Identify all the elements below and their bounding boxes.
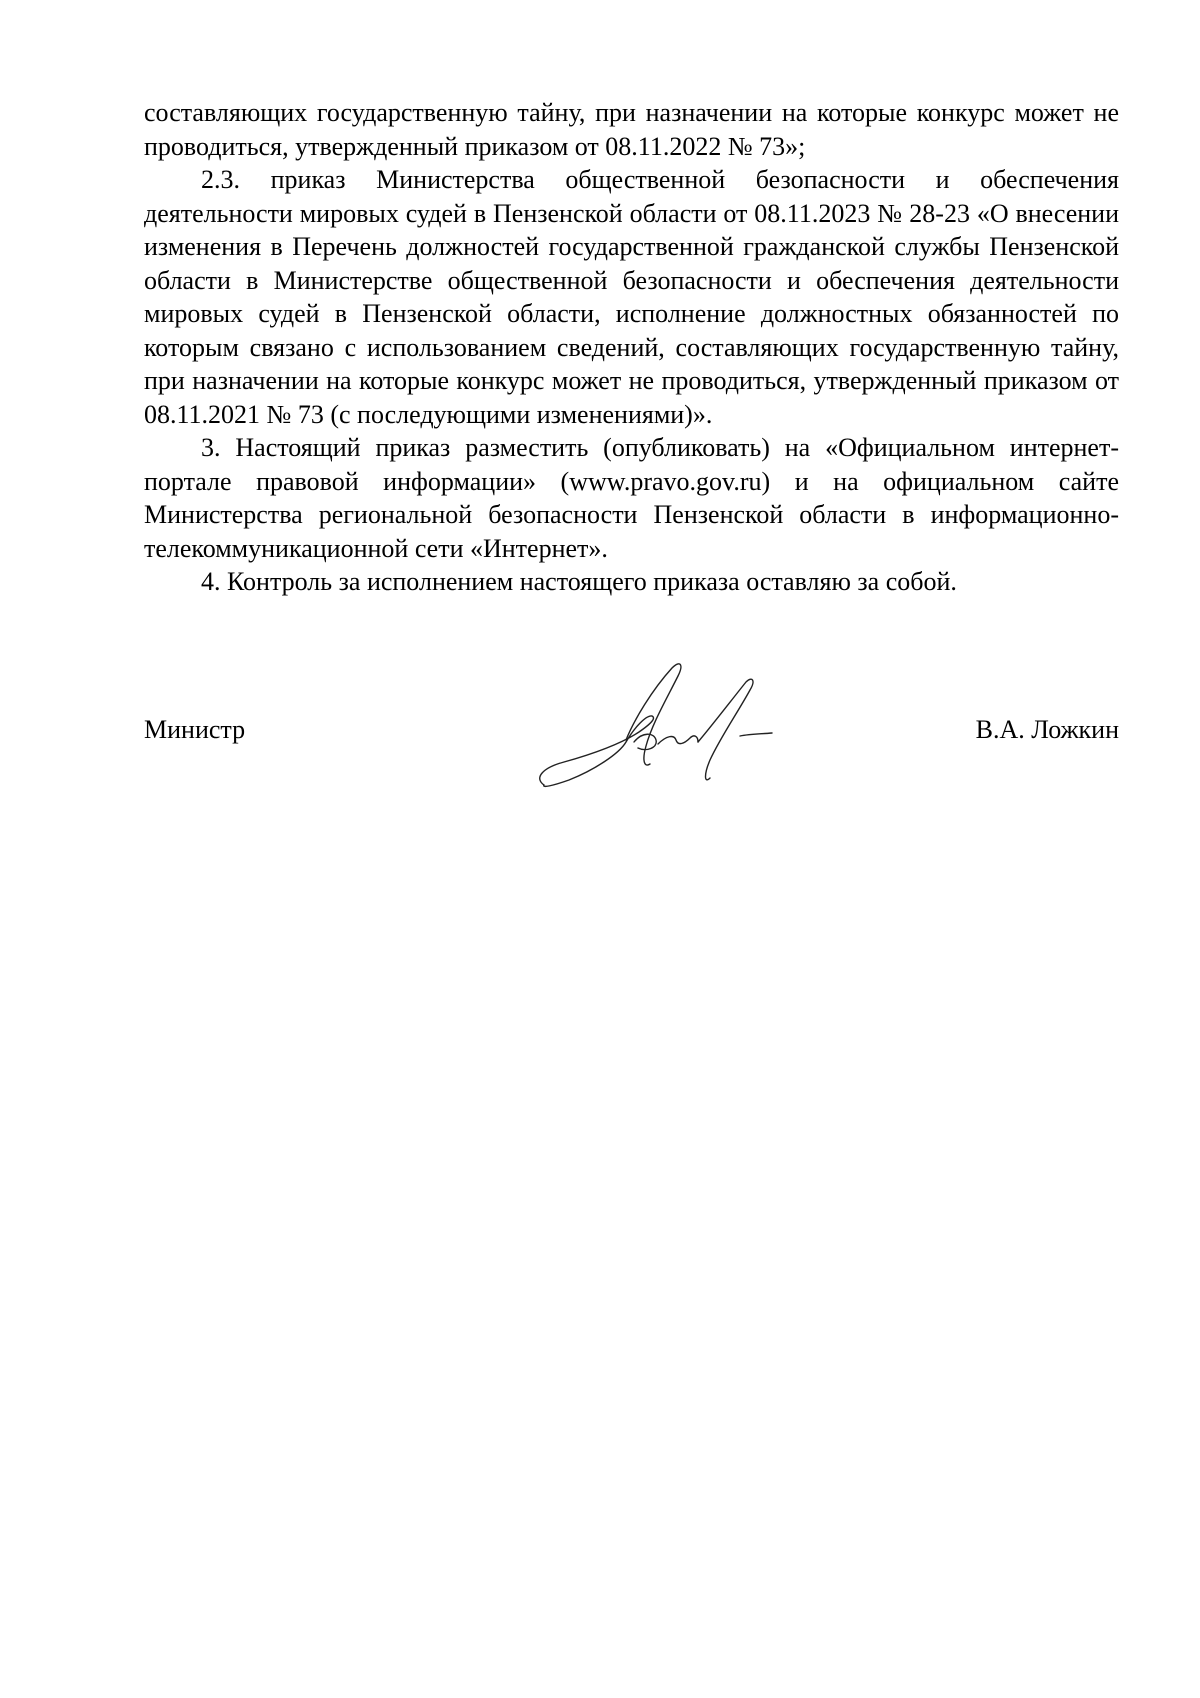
- paragraph-item-2-3: 2.3. приказ Министерства общественной безопасности и обеспечения деятельности мировых судей в Пензенской области от 08.11.2023 № 28-23 «О внесении изменения в Перечень должностей государственной гражданской службы Пензенской области в Министерстве общественной безопасности и обеспечения деятельности мировых судей в Пензенской области, исполнение должностных обязанностей по которым связано с использованием сведений, составляющих государственную тайну, при назначении на которые конкурс может не проводиться, утвержденный приказом от 08.11.2021 № 73 (с последующими изменениями)».: [144, 165, 1119, 429]
- signer-position: Министр: [144, 715, 246, 744]
- handwritten-signature: [534, 660, 794, 800]
- paragraph-continuation: составляющих государственную тайну, при назначении на которые конкурс может не проводиться, утвержденный приказом от 08.11.2022 № 73»;: [144, 98, 1119, 161]
- document-body: [144, 96, 1119, 599]
- signature-block: [144, 660, 1119, 800]
- signer-name: В.А. Ложкин: [975, 715, 1119, 744]
- paragraph-item-3: 3. Настоящий приказ разместить (опубликовать) на «Официальном интернет-портале правовой информации» (www.pravo.gov.ru) и на официальном сайте Министерства региональной безопасности Пензенской области в информационно-телекоммуникационной сети «Интернет».: [144, 433, 1119, 563]
- paragraph-item-4: 4. Контроль за исполнением настоящего приказа оставляю за собой.: [201, 567, 957, 596]
